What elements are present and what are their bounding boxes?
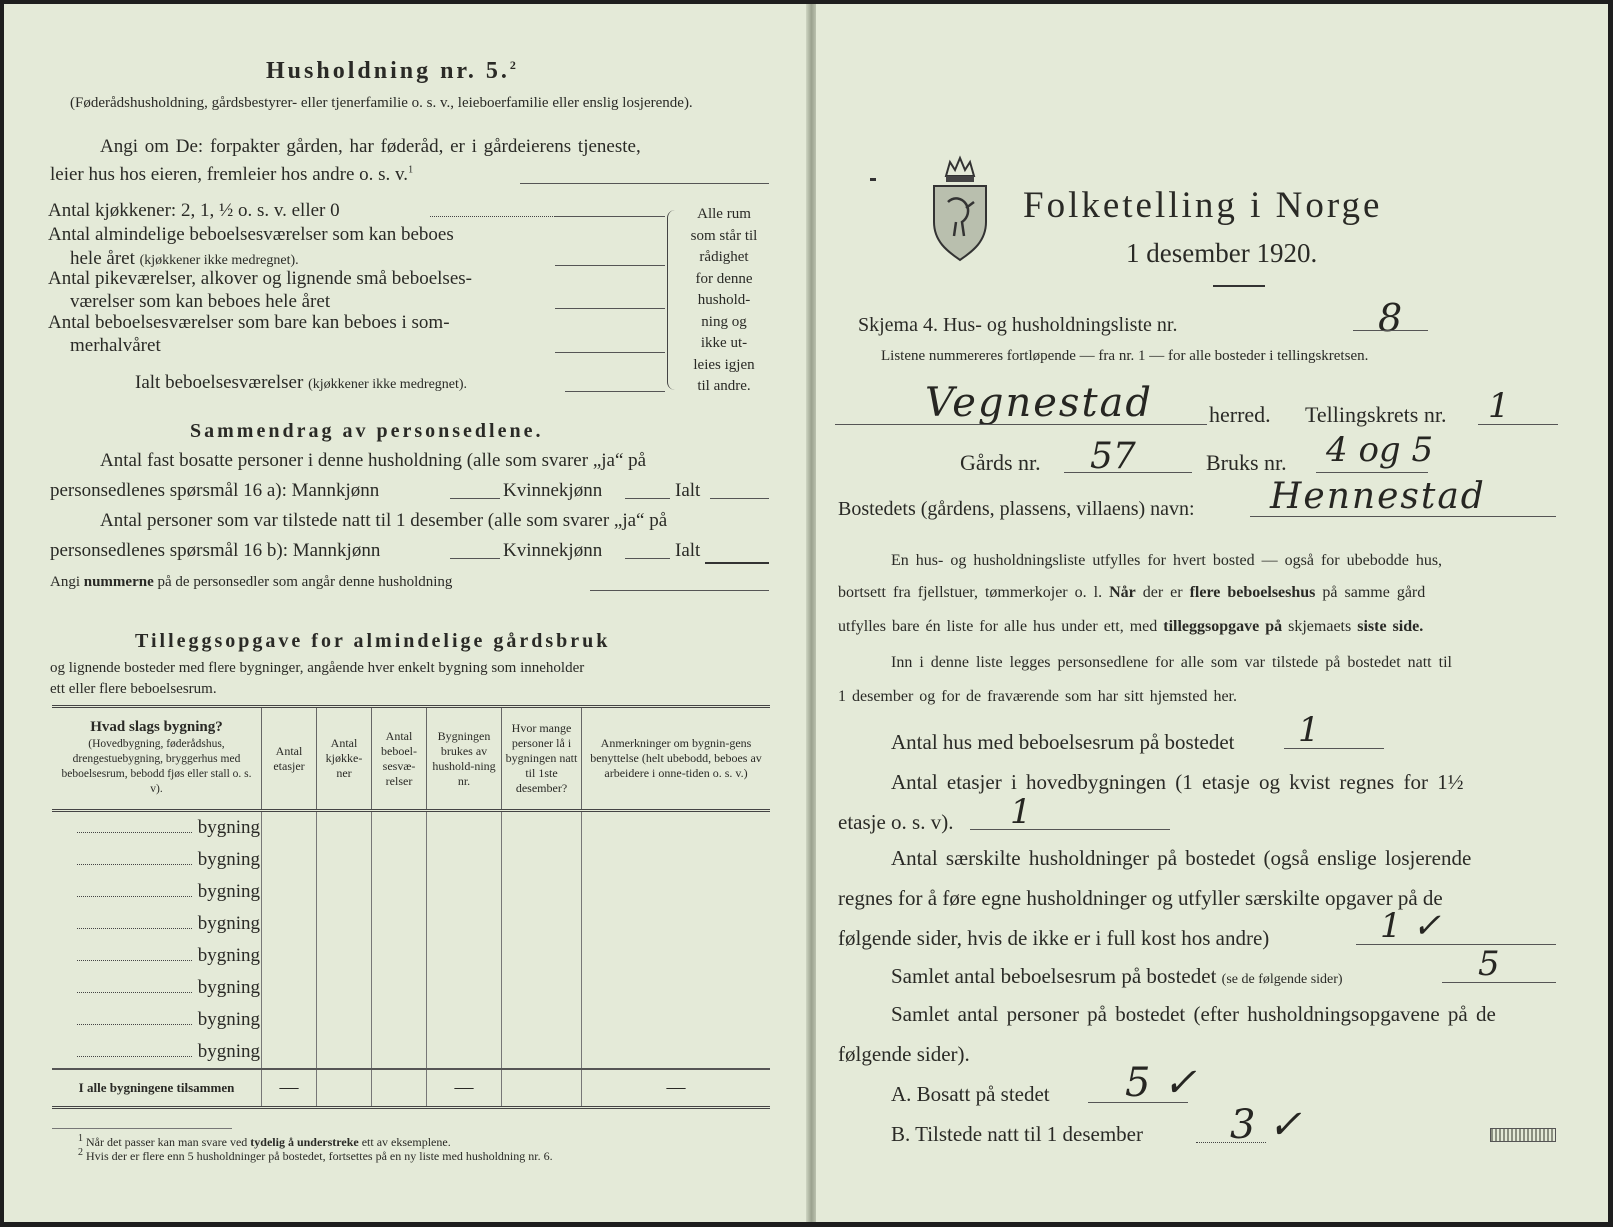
ink-mark: [870, 178, 876, 181]
building-row: [52, 972, 770, 1004]
q-floors-line: [970, 829, 1170, 830]
total-floors: —: [262, 1069, 317, 1108]
footnote-1: $^1$ Når det passer kan man svare ved tydelig å understreke ett av eksemplene.: [78, 1133, 451, 1149]
building-cell[interactable]: [317, 811, 372, 845]
building-cell[interactable]: [427, 876, 502, 908]
building-type-cell[interactable]: [52, 1036, 262, 1069]
census-title: Folketelling i Norge: [1023, 185, 1383, 226]
building-cell[interactable]: [372, 811, 427, 845]
building-cell[interactable]: [317, 972, 372, 1004]
bosted-label: Bostedets (gårdens, plassens, villaens) navn:: [838, 498, 1195, 520]
building-cell[interactable]: [582, 1036, 771, 1069]
building-cell[interactable]: [317, 1004, 372, 1036]
summary-line-2: personsedlenes spørsmål 16 a): Mannkjønn: [50, 480, 380, 501]
building-row: [52, 876, 770, 908]
building-cell[interactable]: [262, 972, 317, 1004]
building-cell[interactable]: [427, 908, 502, 940]
ordinary-answer-line[interactable]: [555, 265, 665, 266]
q-households-value[interactable]: 1 ✓: [1380, 906, 1441, 946]
summary-line-4: personsedlenes spørsmål 16 b): Mannkjønn: [50, 540, 381, 561]
building-cell[interactable]: [582, 1004, 771, 1036]
q-present-label: B. Tilstede natt til 1 desember: [891, 1122, 1143, 1146]
gards-line: [1064, 472, 1192, 473]
building-cell[interactable]: [372, 972, 427, 1004]
building-label: bygning: [197, 1009, 260, 1030]
q-houses-line: [1284, 748, 1384, 749]
q-floors-label-2: etasje o. s. v).: [838, 810, 954, 834]
norway-coat-of-arms-icon: [928, 152, 992, 267]
household-subtitle: (Føderådshusholdning, gårdsbestyrer- eller tjenerfamilie o. s. v., leieboerfamilie eller enslig losjerende).: [70, 95, 693, 111]
col-persons: Hvor mange personer lå i bygningen natt til 1ste desember?: [502, 707, 582, 811]
total-label: I alle bygningene tilsammen: [78, 1080, 235, 1095]
col-household-nr: Bygningen brukes av hushold-ning nr.: [427, 707, 502, 811]
female-label-b: Kvinnekjønn: [503, 540, 603, 561]
building-cell[interactable]: [502, 876, 582, 908]
q-resident-value[interactable]: 5 ✓: [1125, 1060, 1197, 1106]
building-cell[interactable]: [262, 876, 317, 908]
female-label-a: Kvinnekjønn: [503, 480, 603, 501]
building-cell[interactable]: [502, 972, 582, 1004]
rooms-total: Ialt beboelsesværelser (kjøkkener ikke medregnet).: [135, 372, 468, 393]
building-cell[interactable]: [262, 1036, 317, 1069]
building-row: [52, 1036, 770, 1069]
building-cell[interactable]: [582, 811, 771, 845]
skjema-label: Skjema 4. Hus- og husholdningsliste nr.: [858, 314, 1178, 336]
building-cell[interactable]: [372, 844, 427, 876]
tellingskrets-line: [1478, 424, 1558, 425]
total-remarks: —: [582, 1069, 771, 1108]
building-label: bygning: [197, 977, 260, 998]
building-cell[interactable]: [427, 1004, 502, 1036]
title-rule: [1213, 285, 1265, 287]
herred-value[interactable]: Vegnestad: [925, 380, 1153, 426]
bosted-value[interactable]: Hennestad: [1270, 476, 1486, 517]
building-cell[interactable]: [427, 844, 502, 876]
instruction-1b: bortsett fra fjellstuer, tømmerkojer o. l. Når der er flere beboelseshus på samme gård: [838, 584, 1426, 601]
angi-line-2: leier hus hos eieren, fremleier hos andre o. s. v.$^1$: [50, 164, 414, 185]
instruction-1c: utfylles bare én liste for alle hus under ett, med tilleggsopgave på skjemaets siste side.: [838, 618, 1424, 635]
building-type-cell[interactable]: [52, 972, 262, 1004]
total-rooms-answer-line[interactable]: [565, 391, 665, 392]
building-row: [52, 1004, 770, 1036]
tillegg-title: Tilleggsopgave for almindelige gårdsbruk: [135, 630, 611, 652]
herred-label: herred.: [1209, 402, 1271, 427]
col-kitchens: Antal kjøkke-ner: [317, 707, 372, 811]
building-cell[interactable]: [427, 972, 502, 1004]
q-rooms-total-label: Samlet antal beboelsesrum på bostedet (se de følgende sider): [891, 964, 1343, 988]
building-cell[interactable]: [262, 940, 317, 972]
building-cell[interactable]: [502, 908, 582, 940]
building-cell[interactable]: [427, 940, 502, 972]
side-note: Alle rum som står til rådighet for denne hushold- ning og ikke ut- leies igjen til andre.: [690, 206, 758, 394]
instruction-1a: En hus- og husholdningsliste utfylles for hvert bosted — også for ubebodde hus,: [891, 552, 1443, 569]
q-houses-label: Antal hus med beboelsesrum på bostedet: [891, 730, 1235, 754]
q-present-value[interactable]: 3 ✓: [1230, 1102, 1302, 1148]
building-type-cell[interactable]: [52, 876, 262, 908]
summer-answer-line[interactable]: [555, 352, 665, 353]
building-cell[interactable]: [262, 1004, 317, 1036]
building-cell[interactable]: [262, 908, 317, 940]
building-cell[interactable]: [427, 811, 502, 845]
bruks-line: [1316, 472, 1428, 473]
gards-label: Gårds nr.: [960, 450, 1041, 475]
brace: [667, 210, 678, 390]
rooms-kitchens: Antal kjøkkener: 2, 1, ½ o. s. v. eller 0: [48, 200, 340, 221]
angi-line-1: Angi om De: forpakter gården, har føderåd, er i gårdeierens tjeneste,: [100, 136, 641, 157]
skjema-line: [1353, 330, 1428, 331]
female-a-field[interactable]: [625, 498, 670, 499]
building-row: [52, 811, 770, 845]
herred-line: [835, 424, 1207, 425]
listene-note: Listene nummereres fortløpende — fra nr. 1 — for alle bosteder i tellingskretsen.: [881, 348, 1369, 364]
building-type-cell[interactable]: [52, 844, 262, 876]
building-label: bygning: [197, 913, 260, 934]
building-label: bygning: [197, 945, 260, 966]
building-row: [52, 908, 770, 940]
male-b-field[interactable]: [450, 558, 500, 559]
total-rooms: [372, 1069, 427, 1108]
rooms-summer-2: merhalvåret: [70, 335, 161, 356]
building-row: [52, 940, 770, 972]
building-cell[interactable]: [262, 844, 317, 876]
building-cell[interactable]: [502, 844, 582, 876]
building-table: [52, 705, 770, 1109]
building-cell[interactable]: [582, 908, 771, 940]
ialt-label-b: Ialt: [675, 540, 701, 561]
building-label: bygning: [197, 1041, 260, 1062]
q-floors-label: Antal etasjer i hovedbygningen (1 etasje og kvist regnes for 1½: [891, 770, 1464, 794]
rooms-small: Antal pikeværelser, alkover og lignende små beboelses-: [48, 268, 472, 289]
census-date: 1 desember 1920.: [1126, 238, 1318, 268]
building-cell[interactable]: [372, 908, 427, 940]
col-building-type: Hvad slags bygning? (Hovedbygning, føderådshus, drengestuebygning, bryggerhus med beboelsesrum, bebodd fjøs eller stall o. s. v).: [61, 719, 252, 795]
building-cell[interactable]: [502, 1004, 582, 1036]
building-type-cell[interactable]: [52, 1004, 262, 1036]
skjema-value[interactable]: 8: [1378, 296, 1403, 340]
col-rooms: Antal beboel-sesvæ-relser: [372, 707, 427, 811]
q-resident-label: A. Bosatt på stedet: [891, 1082, 1050, 1106]
ialt-label-a: Ialt: [675, 480, 701, 501]
small-answer-line[interactable]: [555, 308, 665, 309]
q-households-label: Antal særskilte husholdninger på bostedet (også enslige losjerende: [891, 846, 1472, 870]
building-cell[interactable]: [372, 940, 427, 972]
building-cell[interactable]: [372, 876, 427, 908]
ialt-b-field[interactable]: [705, 562, 769, 564]
building-cell[interactable]: [262, 811, 317, 845]
building-cell[interactable]: [317, 940, 372, 972]
bruks-label: Bruks nr.: [1206, 450, 1287, 475]
tillegg-text-1: og lignende bosteder med flere bygninger, angående hver enkelt bygning som inneholder: [50, 660, 585, 676]
q-rooms-total-line: [1442, 982, 1556, 983]
q-rooms-total-value[interactable]: 5: [1478, 944, 1500, 984]
building-cell[interactable]: [372, 1036, 427, 1069]
total-household: —: [427, 1069, 502, 1108]
building-cell[interactable]: [427, 1036, 502, 1069]
angi-answer-line[interactable]: [520, 183, 769, 184]
building-cell[interactable]: [502, 1036, 582, 1069]
footnote-rule: [52, 1128, 232, 1129]
building-label: bygning: [197, 881, 260, 902]
summary-line-3: Antal personer som var tilstede natt til 1 desember (alle som svarer „ja“ på: [100, 510, 668, 531]
q-resident-line: [1088, 1102, 1188, 1103]
q-persons-label: Samlet antal personer på bostedet (efter husholdningsopgavene på de: [891, 1002, 1496, 1026]
kitchens-answer-line[interactable]: [555, 216, 665, 217]
dot-leader: [430, 216, 555, 217]
gards-value[interactable]: 57: [1090, 436, 1136, 477]
building-cell[interactable]: [502, 811, 582, 845]
total-persons: [502, 1069, 582, 1108]
tellingskrets-value[interactable]: 1: [1488, 386, 1510, 426]
building-type-cell[interactable]: [52, 811, 262, 845]
tellingskrets-label: Tellingskrets nr.: [1305, 402, 1447, 427]
total-kitchens: [317, 1069, 372, 1108]
col-floors: Antal etasjer: [262, 707, 317, 811]
nummerne-field[interactable]: [590, 590, 769, 591]
bosted-line: [1250, 516, 1556, 517]
instruction-2a: Inn i denne liste legges personsedlene for alle som var tilstede på bostedet natt til: [891, 654, 1452, 671]
building-cell[interactable]: [317, 908, 372, 940]
summary-title: Sammendrag av personsedlene.: [190, 420, 544, 442]
q-persons-label-2: følgende sider).: [838, 1042, 970, 1066]
q-households-line: [1356, 944, 1556, 945]
tillegg-text-2: ett eller flere beboelsesrum.: [50, 681, 217, 697]
building-cell[interactable]: [317, 844, 372, 876]
household-title: Husholdning nr. 5.$^2$: [266, 58, 519, 84]
building-cell[interactable]: [372, 1004, 427, 1036]
nummerne-line: Angi nummerne på de personsedler som angår denne husholdning: [50, 574, 453, 590]
building-label: bygning: [197, 849, 260, 870]
rooms-ordinary: Antal almindelige beboelsesværelser som kan beboes: [48, 224, 454, 245]
rooms-summer: Antal beboelsesværelser som bare kan beboes i som-: [48, 312, 450, 333]
building-cell[interactable]: [582, 940, 771, 972]
q-houses-value[interactable]: 1: [1298, 710, 1320, 750]
q-floors-value[interactable]: 1: [1010, 792, 1032, 832]
col-remarks: Anmerkninger om bygnin-gens benyttelse (helt ubebodd, beboes av arbeidere i onne-tiden o. s. v.): [582, 707, 771, 811]
male-a-field[interactable]: [450, 498, 500, 499]
building-rows: [52, 811, 770, 1070]
q-households-label-2: regnes for å føre egne husholdninger og utfyller særskilte opgaver på de: [838, 886, 1443, 910]
ialt-a-field[interactable]: [710, 498, 769, 499]
printer-mark: [1490, 1128, 1556, 1142]
building-label: bygning: [197, 817, 260, 838]
footnote-2: $^2$ Hvis der er flere enn 5 husholdninger på bostedet, fortsettes på en ny liste med husholdning nr. 6.: [78, 1147, 553, 1163]
rooms-ordinary-2: hele året (kjøkkener ikke medregnet).: [70, 248, 299, 269]
building-row: [52, 844, 770, 876]
building-cell[interactable]: [317, 876, 372, 908]
instruction-2b: 1 desember og for de fraværende som har sitt hjemsted her.: [838, 688, 1237, 705]
female-b-field[interactable]: [625, 558, 670, 559]
building-type-cell[interactable]: [52, 908, 262, 940]
q-present-line: [1196, 1142, 1266, 1143]
summary-line-1: Antal fast bosatte personer i denne husholdning (alle som svarer „ja“ på: [100, 450, 647, 471]
building-cell[interactable]: [582, 972, 771, 1004]
q-households-label-3: følgende sider, hvis de ikke er i full kost hos andre): [838, 926, 1270, 950]
building-cell[interactable]: [502, 940, 582, 972]
building-cell[interactable]: [582, 844, 771, 876]
building-cell[interactable]: [317, 1036, 372, 1069]
bruks-value[interactable]: 4 og 5: [1326, 430, 1434, 470]
rooms-small-2: værelser som kan beboes hele året: [70, 291, 331, 312]
building-cell[interactable]: [582, 876, 771, 908]
building-type-cell[interactable]: [52, 940, 262, 972]
